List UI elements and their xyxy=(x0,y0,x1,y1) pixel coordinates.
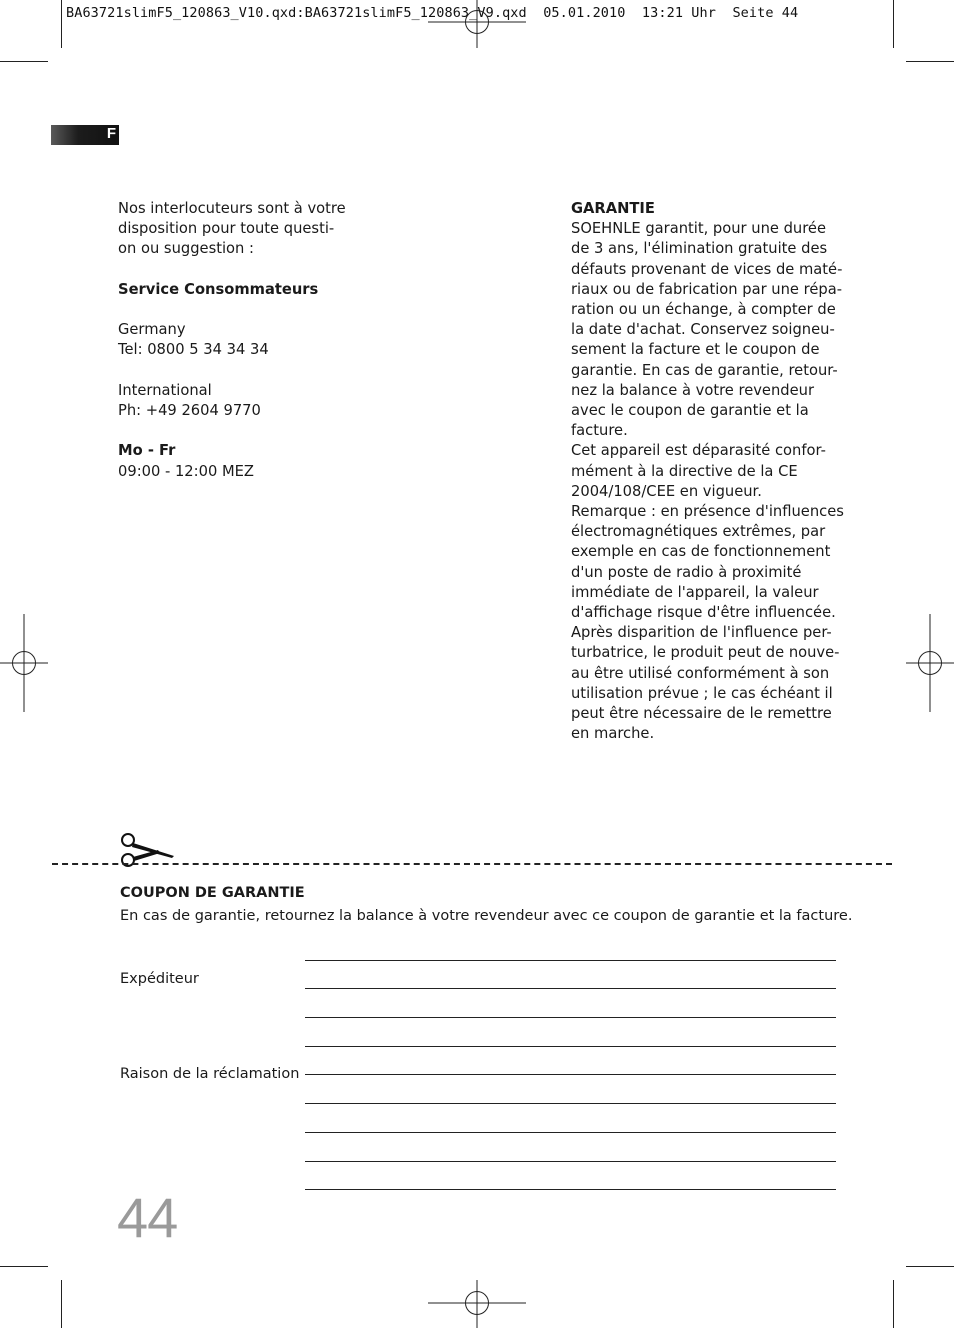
warranty-line: SOEHNLE garantit, pour une durée xyxy=(571,220,827,238)
reason-line[interactable] xyxy=(305,1074,836,1075)
contact-column xyxy=(118,199,378,482)
warranty-line: électromagnétiques extrêmes, par xyxy=(571,523,826,541)
reason-line[interactable] xyxy=(305,1103,836,1104)
coupon-title: COUPON DE GARANTIE xyxy=(120,885,305,901)
warranty-line: ration ou un échange, à compter de xyxy=(571,301,836,319)
warranty-line: sement la facture et le coupon de xyxy=(571,341,820,359)
germany-label: Germany xyxy=(118,321,186,339)
reason-line[interactable] xyxy=(305,1189,836,1190)
sender-line[interactable] xyxy=(305,1017,836,1018)
service-heading: Service Consommateurs xyxy=(118,280,319,298)
service-hours: 09:00 - 12:00 MEZ xyxy=(118,462,254,480)
warranty-heading: GARANTIE xyxy=(571,200,655,217)
contact-intro-line: disposition pour toute questi- xyxy=(118,220,335,238)
warranty-line: turbatrice, le produit peut de nouve- xyxy=(571,644,840,662)
warranty-line: en marche. xyxy=(571,725,655,743)
page-number: 44 xyxy=(117,1186,178,1249)
warranty-line: mément à la directive de la CE xyxy=(571,462,798,480)
warranty-line: avec le coupon de garantie et la xyxy=(571,402,809,420)
international-phone: Ph: +49 2604 9770 xyxy=(118,401,261,419)
warranty-column xyxy=(571,199,871,744)
reason-line[interactable] xyxy=(305,1161,836,1162)
international-label: International xyxy=(118,381,212,399)
warranty-line: Cet appareil est déparasité confor- xyxy=(571,442,826,460)
warranty-line: Remarque : en présence d'influences xyxy=(571,503,844,521)
language-tab-label: F xyxy=(106,125,116,142)
warranty-line: défauts provenant de vices de maté- xyxy=(571,260,843,278)
service-days: Mo - Fr xyxy=(118,442,176,460)
contact-intro-line: Nos interlocuteurs sont à votre xyxy=(118,200,346,217)
print-slug: BA63721slimF5_120863_V10.qxd:BA63721slimF5_120863_V9.qxd 05.01.2010 13:21 Uhr Seite 44 xyxy=(66,5,799,21)
warranty-line: exemple en cas de fonctionnement xyxy=(571,543,831,561)
sender-line[interactable] xyxy=(305,960,836,961)
registration-mark-bottom xyxy=(428,1280,526,1328)
warranty-line: nez la balance à votre revendeur xyxy=(571,381,814,399)
warranty-line: Après disparition de l'influence per- xyxy=(571,624,832,642)
contact-intro-line: on ou suggestion : xyxy=(118,240,254,258)
warranty-line: peut être nécessaire de le remettre xyxy=(571,705,832,723)
warranty-line: de 3 ans, l'élimination gratuite des xyxy=(571,240,828,258)
coupon-text: En cas de garantie, retournez la balance à votre revendeur avec ce coupon de garantie et la facture. xyxy=(120,908,853,924)
sender-label: Expéditeur xyxy=(120,971,199,987)
warranty-line: garantie. En cas de garantie, retour- xyxy=(571,361,838,379)
warranty-line: au être utilisé conformément à son xyxy=(571,664,830,682)
warranty-line: 2004/108/CEE en vigueur. xyxy=(571,482,762,500)
germany-phone: Tel: 0800 5 34 34 34 xyxy=(118,341,269,359)
sender-line[interactable] xyxy=(305,988,836,989)
warranty-line: la date d'achat. Conservez soigneu- xyxy=(571,321,835,339)
registration-mark-top xyxy=(428,0,526,48)
warranty-line: utilisation prévue ; le cas échéant il xyxy=(571,684,833,702)
registration-mark-right xyxy=(906,614,954,712)
sender-line[interactable] xyxy=(305,1046,836,1047)
reason-line[interactable] xyxy=(305,1132,836,1133)
warranty-line: d'un poste de radio à proximité xyxy=(571,563,802,581)
language-tab xyxy=(51,125,119,145)
reason-label: Raison de la réclamation xyxy=(120,1066,300,1082)
warranty-line: d'affichage risque d'être influencée. xyxy=(571,604,836,622)
cut-line xyxy=(52,863,892,865)
registration-mark-left xyxy=(0,614,48,712)
warranty-line: facture. xyxy=(571,422,628,440)
warranty-line: riaux ou de fabrication par une répa- xyxy=(571,280,843,298)
warranty-line: immédiate de l'appareil, la valeur xyxy=(571,583,819,601)
